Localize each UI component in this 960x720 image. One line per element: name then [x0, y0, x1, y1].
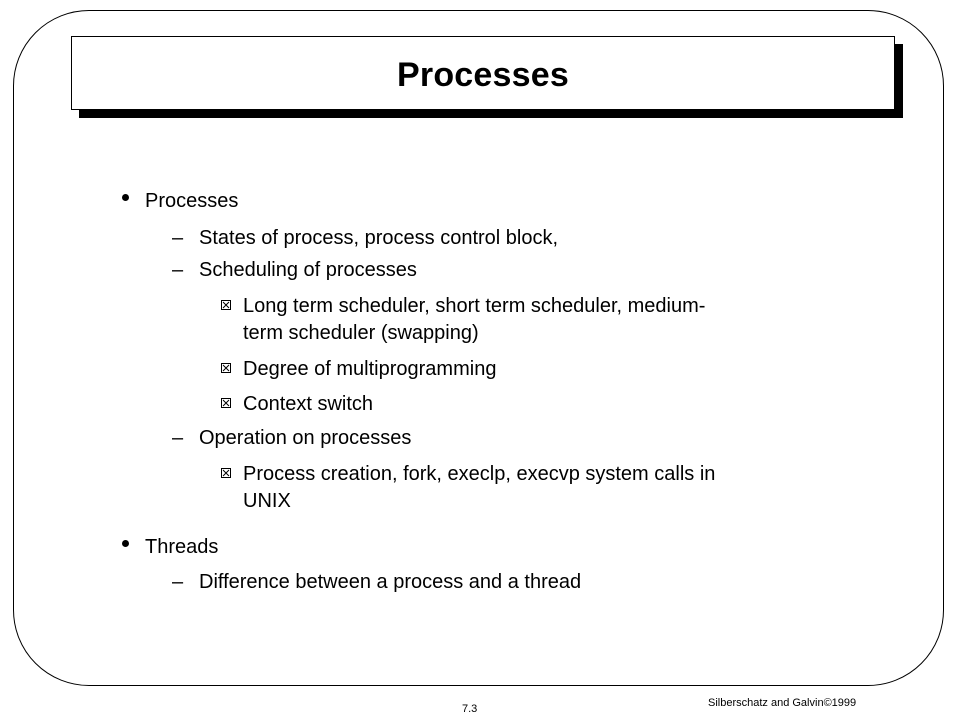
slide-title: Processes [397, 55, 569, 94]
bullet-processes: Processes [145, 190, 239, 212]
boxed-x-icon [221, 468, 231, 478]
item-degree-multiprogramming: Degree of multiprogramming [243, 358, 497, 380]
dash-icon: – [172, 427, 184, 449]
sub-bullet-operation: Operation on processes [199, 427, 412, 449]
boxed-x-icon [221, 363, 231, 373]
item-context-switch: Context switch [243, 393, 374, 415]
bullet-dot-icon [122, 194, 129, 201]
bullet-threads: Threads [145, 536, 219, 558]
sub-bullet-states: States of process, process control block, [199, 227, 559, 249]
sub-bullet-scheduling: Scheduling of processes [199, 259, 417, 281]
dash-icon: – [172, 259, 184, 281]
item-long-term-scheduler-line2: term scheduler (swapping) [243, 322, 479, 344]
boxed-x-icon [221, 398, 231, 408]
dash-icon: – [172, 227, 184, 249]
credit-text: Silberschatz and Galvin [708, 697, 824, 709]
bullet-dot-icon [122, 540, 129, 547]
footer-credit [708, 696, 856, 710]
boxed-x-icon [221, 300, 231, 310]
item-long-term-scheduler-line1: Long term scheduler, short term scheduler, medium- [243, 295, 706, 317]
item-process-creation-line2: UNIX [243, 490, 291, 512]
item-process-creation-line1: Process creation, fork, execlp, execvp system calls in [243, 463, 716, 485]
sub-bullet-difference: Difference between a process and a thread [199, 571, 582, 593]
dash-icon: – [172, 571, 184, 593]
credit-year: 1999 [831, 697, 857, 709]
page-number: 7.3 [462, 703, 478, 715]
copyright-icon: © [823, 697, 832, 709]
